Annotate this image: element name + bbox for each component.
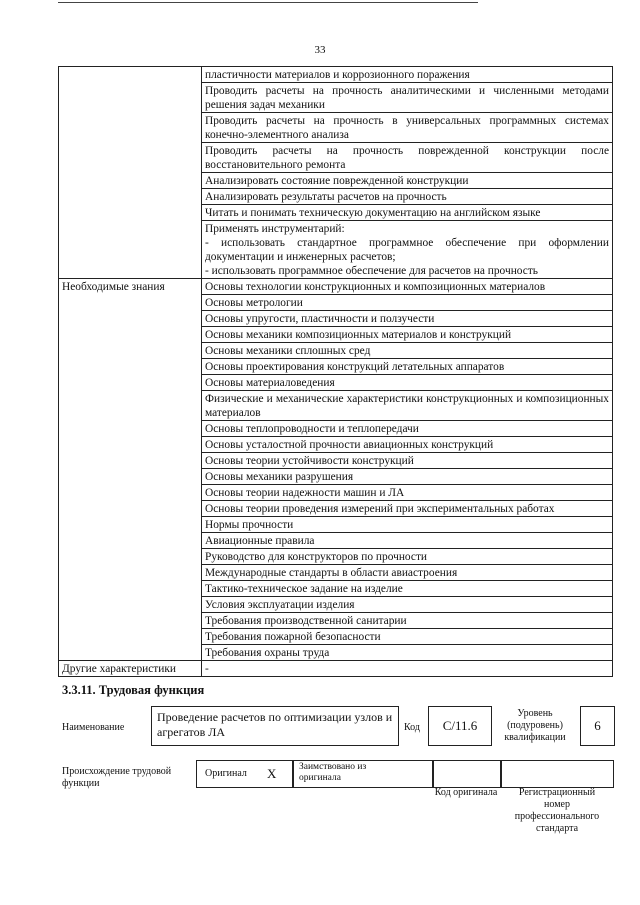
row-value: Основы технологии конструкционных и композиционных материалов [202,279,613,295]
other-row [59,661,613,677]
name-value-box [151,706,399,746]
row-label: Другие характеристики [59,661,202,677]
origin-label: Происхождение трудовой функции [62,766,172,789]
original-mark: X [267,766,277,781]
reg-caption: Регистрационный номер профессионального стандарта [514,787,600,834]
level-value: 6 [594,718,601,733]
origin-code-cell [432,760,502,788]
row-value: Основы механики сплошных сред [202,343,613,359]
row-value: Руководство для конструкторов по прочности [202,549,613,565]
row-value: Основы упругости, пластичности и ползучести [202,311,613,327]
row-value: Требования охраны труда [202,645,613,661]
row-value: Требования пожарной безопасности [202,629,613,645]
borrowed-cell [292,760,434,788]
requirements-table [58,66,613,677]
top-rule [58,2,478,3]
row-value: Основы теории надежности машин и ЛА [202,485,613,501]
original-label: Оригинал [205,768,247,779]
section-title: 3.3.11. Трудовая функция [62,683,205,697]
row-value: Основы теории устойчивости конструкций [202,453,613,469]
row-value: Проводить расчеты на прочность в универсальных программных системах конечно-элементного анализа [202,113,613,143]
row-value: Анализировать состояние поврежденной конструкции [202,173,613,189]
code-value-box [428,706,492,746]
level-value-box [580,706,615,746]
origin-grid [196,760,612,786]
row-value: Условия эксплуатации изделия [202,597,613,613]
knowledge-row [59,279,613,295]
row-value: Основы материаловедения [202,375,613,391]
row-value: Основы механики композиционных материалов и конструкций [202,327,613,343]
name-label: Наименование [62,722,125,733]
row-value: Основы механики разрушения [202,469,613,485]
borrowed-label: Заимствовано из оригинала [299,762,367,783]
row-value: Основы проектирования конструкций летательных аппаратов [202,359,613,375]
row-value: Проводить расчеты на прочность аналитическими и численными методами решения задач механики [202,83,613,113]
reg-number-cell [500,760,614,788]
row-value: Авиационные правила [202,533,613,549]
row-label [59,67,202,279]
row-value: Основы метрологии [202,295,613,311]
row-value: Нормы прочности [202,517,613,533]
row-value: - [202,661,613,677]
name-value: Проведение расчетов по оптимизации узлов и агрегатов ЛА [157,710,393,739]
row-value: Применять инструментарий: - использовать стандартное программное обеспечение при оформлении документации и инженерных расчетов; - использовать программное обеспечение для расчетов на прочность [202,221,613,279]
code-caption: Код оригинала [434,787,498,798]
row-value: Основы теории проведения измерений при экспериментальных работах [202,501,613,517]
row-value: пластичности материалов и коррозионного поражения [202,67,613,83]
row-value: Проводить расчеты на прочность поврежденной конструкции после восстановительного ремонта [202,143,613,173]
skill-row [59,67,613,83]
row-value: Физические и механические характеристики конструкционных и композиционных материалов [202,391,613,421]
code-value: C/11.6 [442,718,478,733]
row-value: Тактико-техническое задание на изделие [202,581,613,597]
row-value: Читать и понимать техническую документацию на английском языке [202,205,613,221]
code-label: Код [404,722,420,733]
row-value: Анализировать результаты расчетов на прочность [202,189,613,205]
row-value: Требования производственной санитарии [202,613,613,629]
row-value: Основы усталостной прочности авиационных конструкций [202,437,613,453]
row-label: Необходимые знания [59,279,202,661]
row-value: Основы теплопроводности и теплопередачи [202,421,613,437]
level-label: Уровень (подуровень) квалификации [504,708,566,743]
row-value: Международные стандарты в области авиастроения [202,565,613,581]
page-number: 33 [314,44,326,56]
original-cell [196,760,294,788]
